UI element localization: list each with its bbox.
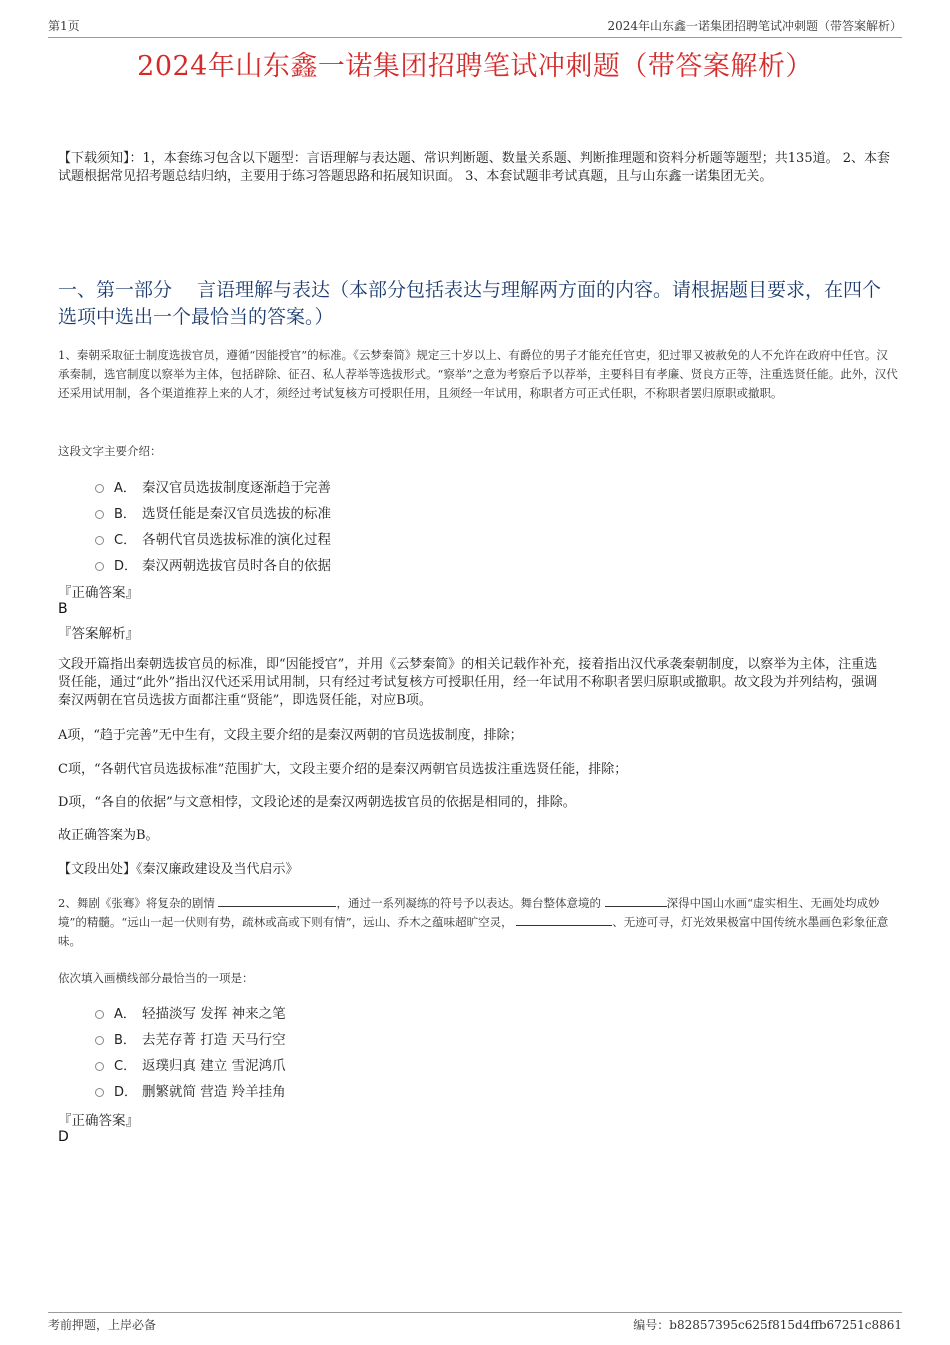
question-1-prompt: 这段文字主要介绍： xyxy=(58,444,162,458)
document-serial: 编号：b82857395c625f815d4ffb67251c8861 xyxy=(633,1318,902,1332)
question-1-answer-label: 『正确答案』 xyxy=(58,585,139,601)
download-notice: 【下载须知】：1，本套练习包含以下题型：言语理解与表达题、常识判断题、数量关系题、判断推理题和资料分析题等题型；共135道。 2、本套试题根据常见招考题总结归纳，主要用于练习答题思路和拓展知识面。 3、本套试题非考试真题，且与山东鑫一诺集团无关。 xyxy=(58,151,890,184)
text-source: 【文段出处】《秦汉廉政建设及当代启示》 xyxy=(58,862,299,877)
fill-blank xyxy=(218,894,336,907)
question-1-analysis-label: 『答案解析』 xyxy=(58,626,139,642)
question-1-answer: B xyxy=(58,601,68,617)
question-1-option-a[interactable]: A． 秦汉官员选拔制度逐渐趋于完善 xyxy=(95,473,331,499)
question-1-option-b[interactable]: B． 选贤任能是秦汉官员选拔的标准 xyxy=(95,499,331,525)
question-1-options xyxy=(95,473,331,577)
question-1-option-c[interactable]: C． 各朝代官员选拔标准的演化过程 xyxy=(95,525,331,551)
question-1-text: 1、秦朝采取征士制度选拔官员，遵循“因能授官”的标准。《云梦秦简》规定三十岁以上、有爵位的男子才能充任官吏，犯过罪又被赦免的人不允许在政府中任官。汉承秦制，选官制度以察举为主体，包括辟除、征召、私人荐举等选拔形式。“察举”之意为考察后予以荐举，主要科目有孝廉、贤良方正等，注重选贤任能。此外，汉代还采用试用制，各个渠道推荐上来的人才，须经过考试复核方可授职任用，且须经一年试用，称职者方可正式任职，不称职者罢归原职或撤职。 xyxy=(58,348,898,400)
footer-slogan: 考前押题，上岸必备 xyxy=(48,1318,157,1332)
section-heading: 一、第一部分 言语理解与表达（本部分包括表达与理解两方面的内容。请根据题目要求，在四个选项中选出一个最恰当的答案。） xyxy=(58,279,882,328)
page-header xyxy=(48,14,902,38)
question-2-answer: D xyxy=(58,1129,69,1145)
radio-icon[interactable] xyxy=(95,1010,104,1019)
question-2-text: 2、舞剧《张骞》将复杂的剧情 ，通过一系列凝练的符号予以表达。舞台整体意境的 深得中国山水画“虚实相生、无画处均成妙境”的精髓。“远山一起一伏则有势，疏林或高或下则有情”，远山、乔木之蕴味超旷空灵， 、无迹可寻，灯光效果极富中国传统水墨画色彩象征意味。 xyxy=(58,896,889,948)
question-2-option-c[interactable]: C． 返璞归真 建立 雪泥鸿爪 xyxy=(95,1051,286,1077)
analysis-paragraph: A项，“趋于完善”无中生有，文段主要介绍的是秦汉两朝的官员选拔制度，排除； xyxy=(58,728,523,743)
question-2-option-a[interactable]: A． 轻描淡写 发挥 神来之笔 xyxy=(95,999,286,1025)
analysis-paragraph: C项，“各朝代官员选拔标准”范围扩大，文段主要介绍的是秦汉两朝官员选拔注重选贤任能，排除； xyxy=(58,762,628,777)
question-1-option-d[interactable]: D． 秦汉两朝选拔官员时各自的依据 xyxy=(95,551,331,577)
radio-icon[interactable] xyxy=(95,562,104,571)
question-2-options xyxy=(95,999,286,1103)
page-number: 第1页 xyxy=(48,19,80,33)
fill-blank xyxy=(516,913,612,926)
document-title: 2024年山东鑫一诺集团招聘笔试冲刺题（带答案解析） xyxy=(137,51,813,82)
radio-icon[interactable] xyxy=(95,510,104,519)
analysis-paragraph: 故正确答案为B。 xyxy=(58,828,159,843)
question-2-prompt: 依次填入画横线部分最恰当的一项是： xyxy=(58,971,254,985)
analysis-paragraph: D项，“各自的依据”与文意相悖，文段论述的是秦汉两朝选拔官员的依据是相同的，排除。 xyxy=(58,795,576,810)
question-2-option-d[interactable]: D． 删繁就简 营造 羚羊挂角 xyxy=(95,1077,286,1103)
fill-blank xyxy=(605,894,667,907)
page-footer xyxy=(48,1312,902,1333)
radio-icon[interactable] xyxy=(95,536,104,545)
radio-icon[interactable] xyxy=(95,484,104,493)
header-doc-title: 2024年山东鑫一诺集团招聘笔试冲刺题（带答案解析） xyxy=(607,19,902,33)
question-2-answer-label: 『正确答案』 xyxy=(58,1113,139,1129)
radio-icon[interactable] xyxy=(95,1062,104,1071)
radio-icon[interactable] xyxy=(95,1036,104,1045)
radio-icon[interactable] xyxy=(95,1088,104,1097)
analysis-paragraph: 文段开篇指出秦朝选拔官员的标准，即“因能授官”，并用《云梦秦简》的相关记载作补充，接着指出汉代承袭秦朝制度，以察举为主体，注重选贤任能，通过“此外”指出汉代还采用试用制，只有经过考试复核方可授职任用，经一年试用不称职者罢归原职或撤职。故文段为并列结构，强调秦汉两朝在官员选拔方面都注重“贤能”，即选贤任能，对应B项。 xyxy=(58,657,878,708)
question-2-option-b[interactable]: B． 去芜存菁 打造 天马行空 xyxy=(95,1025,286,1051)
